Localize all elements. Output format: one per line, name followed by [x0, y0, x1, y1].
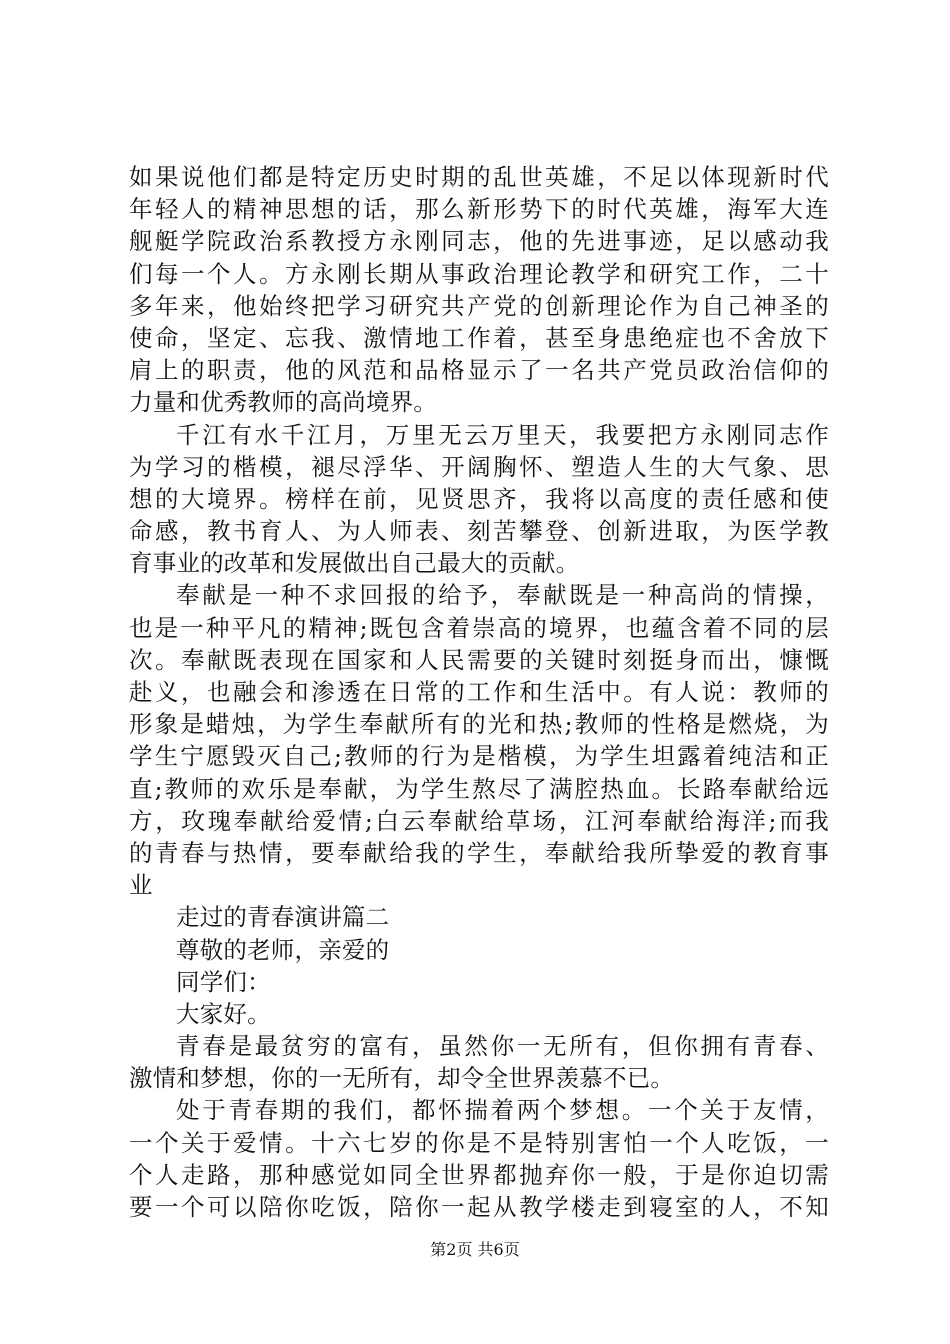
text-line: 舰艇学院政治系教授方永刚同志，他的先进事迹，足以感动我: [129, 227, 829, 256]
text-line: 们每一个人。方永刚长期从事政治理论教学和研究工作，二十: [129, 259, 829, 288]
text-line: 也是一种平凡的精神;既包含着崇高的境界，也蕴含着不同的层: [129, 613, 829, 642]
text-line: 育事业的改革和发展做出自己最大的贡献。: [129, 549, 580, 578]
text-line: 肩上的职责，他的风范和品格显示了一名共产党员政治信仰的: [129, 356, 829, 385]
text-line: 一个关于爱情。十六七岁的你是不是特别害怕一个人吃饭，一: [129, 1128, 829, 1157]
text-line: 想的大境界。榜样在前，见贤思齐，我将以高度的责任感和使: [129, 484, 829, 513]
text-line: 赴义，也融会和渗透在日常的工作和生活中。有人说：教师的: [129, 678, 829, 706]
paragraph-first-line: 处于青春期的我们，都怀揣着两个梦想。一个关于友情，: [176, 1096, 829, 1125]
paragraph-first-line: 千江有水千江月，万里无云万里天，我要把方永刚同志作: [176, 420, 829, 449]
greeting-line: 大家好。: [176, 999, 271, 1028]
page-number: 第2页 共6页: [430, 1240, 520, 1259]
paragraph-first-line: 青春是最贫穷的富有，虽然你一无所有，但你拥有青春、: [176, 1032, 829, 1061]
text-line: 形象是蜡烛，为学生奉献所有的光和热;教师的性格是燃烧，为: [129, 710, 829, 739]
text-line: 命感，教书育人、为人师表、刻苦攀登、创新进取，为医学教: [129, 517, 829, 546]
text-line: 学生宁愿毁灭自己;教师的行为是楷模，为学生坦露着纯洁和正: [129, 742, 829, 771]
text-line: 方，玫瑰奉献给爱情;白云奉献给草场，江河奉献给海洋;而我: [129, 806, 829, 835]
text-line: 业: [129, 871, 153, 900]
section-title: 走过的青春演讲篇二: [176, 903, 390, 932]
salutation-line: 尊敬的老师，亲爱的: [176, 935, 390, 964]
paragraph-first-line: 奉献是一种不求回报的给予，奉献既是一种高尚的情操，: [176, 581, 829, 610]
text-line: 要一个可以陪你吃饭，陪你一起从教学楼走到寝室的人，不知: [129, 1193, 829, 1221]
text-line: 多年来，他始终把学习研究共产党的创新理论作为自己神圣的: [129, 291, 829, 320]
text-line: 使命，坚定、忘我、激情地工作着，甚至身患绝症也不舍放下: [129, 323, 829, 352]
text-line: 力量和优秀教师的高尚境界。: [129, 388, 438, 417]
document-body: [129, 161, 829, 1223]
text-line: 的青春与热情，要奉献给我的学生，奉献给我所挚爱的教育事: [129, 838, 829, 867]
text-line: 为学习的楷模，褪尽浮华、开阔胸怀、塑造人生的大气象、思: [129, 452, 829, 481]
text-line: 次。奉献既表现在国家和人民需要的关键时刻挺身而出，慷慨: [129, 645, 829, 674]
text-line: 如果说他们都是特定历史时期的乱世英雄，不足以体现新时代: [129, 163, 829, 191]
text-line: 激情和梦想，你的一无所有，却令全世界羡慕不已。: [129, 1064, 675, 1093]
salutation-line: 同学们：: [176, 967, 271, 996]
text-line: 个人走路，那种感觉如同全世界都抛弃你一般，于是你迫切需: [129, 1160, 829, 1189]
text-line: 年轻人的精神思想的话，那么新形势下的时代英雄，海军大连: [129, 195, 829, 224]
text-line: 直;教师的欢乐是奉献，为学生熬尽了满腔热血。长路奉献给远: [129, 774, 829, 803]
